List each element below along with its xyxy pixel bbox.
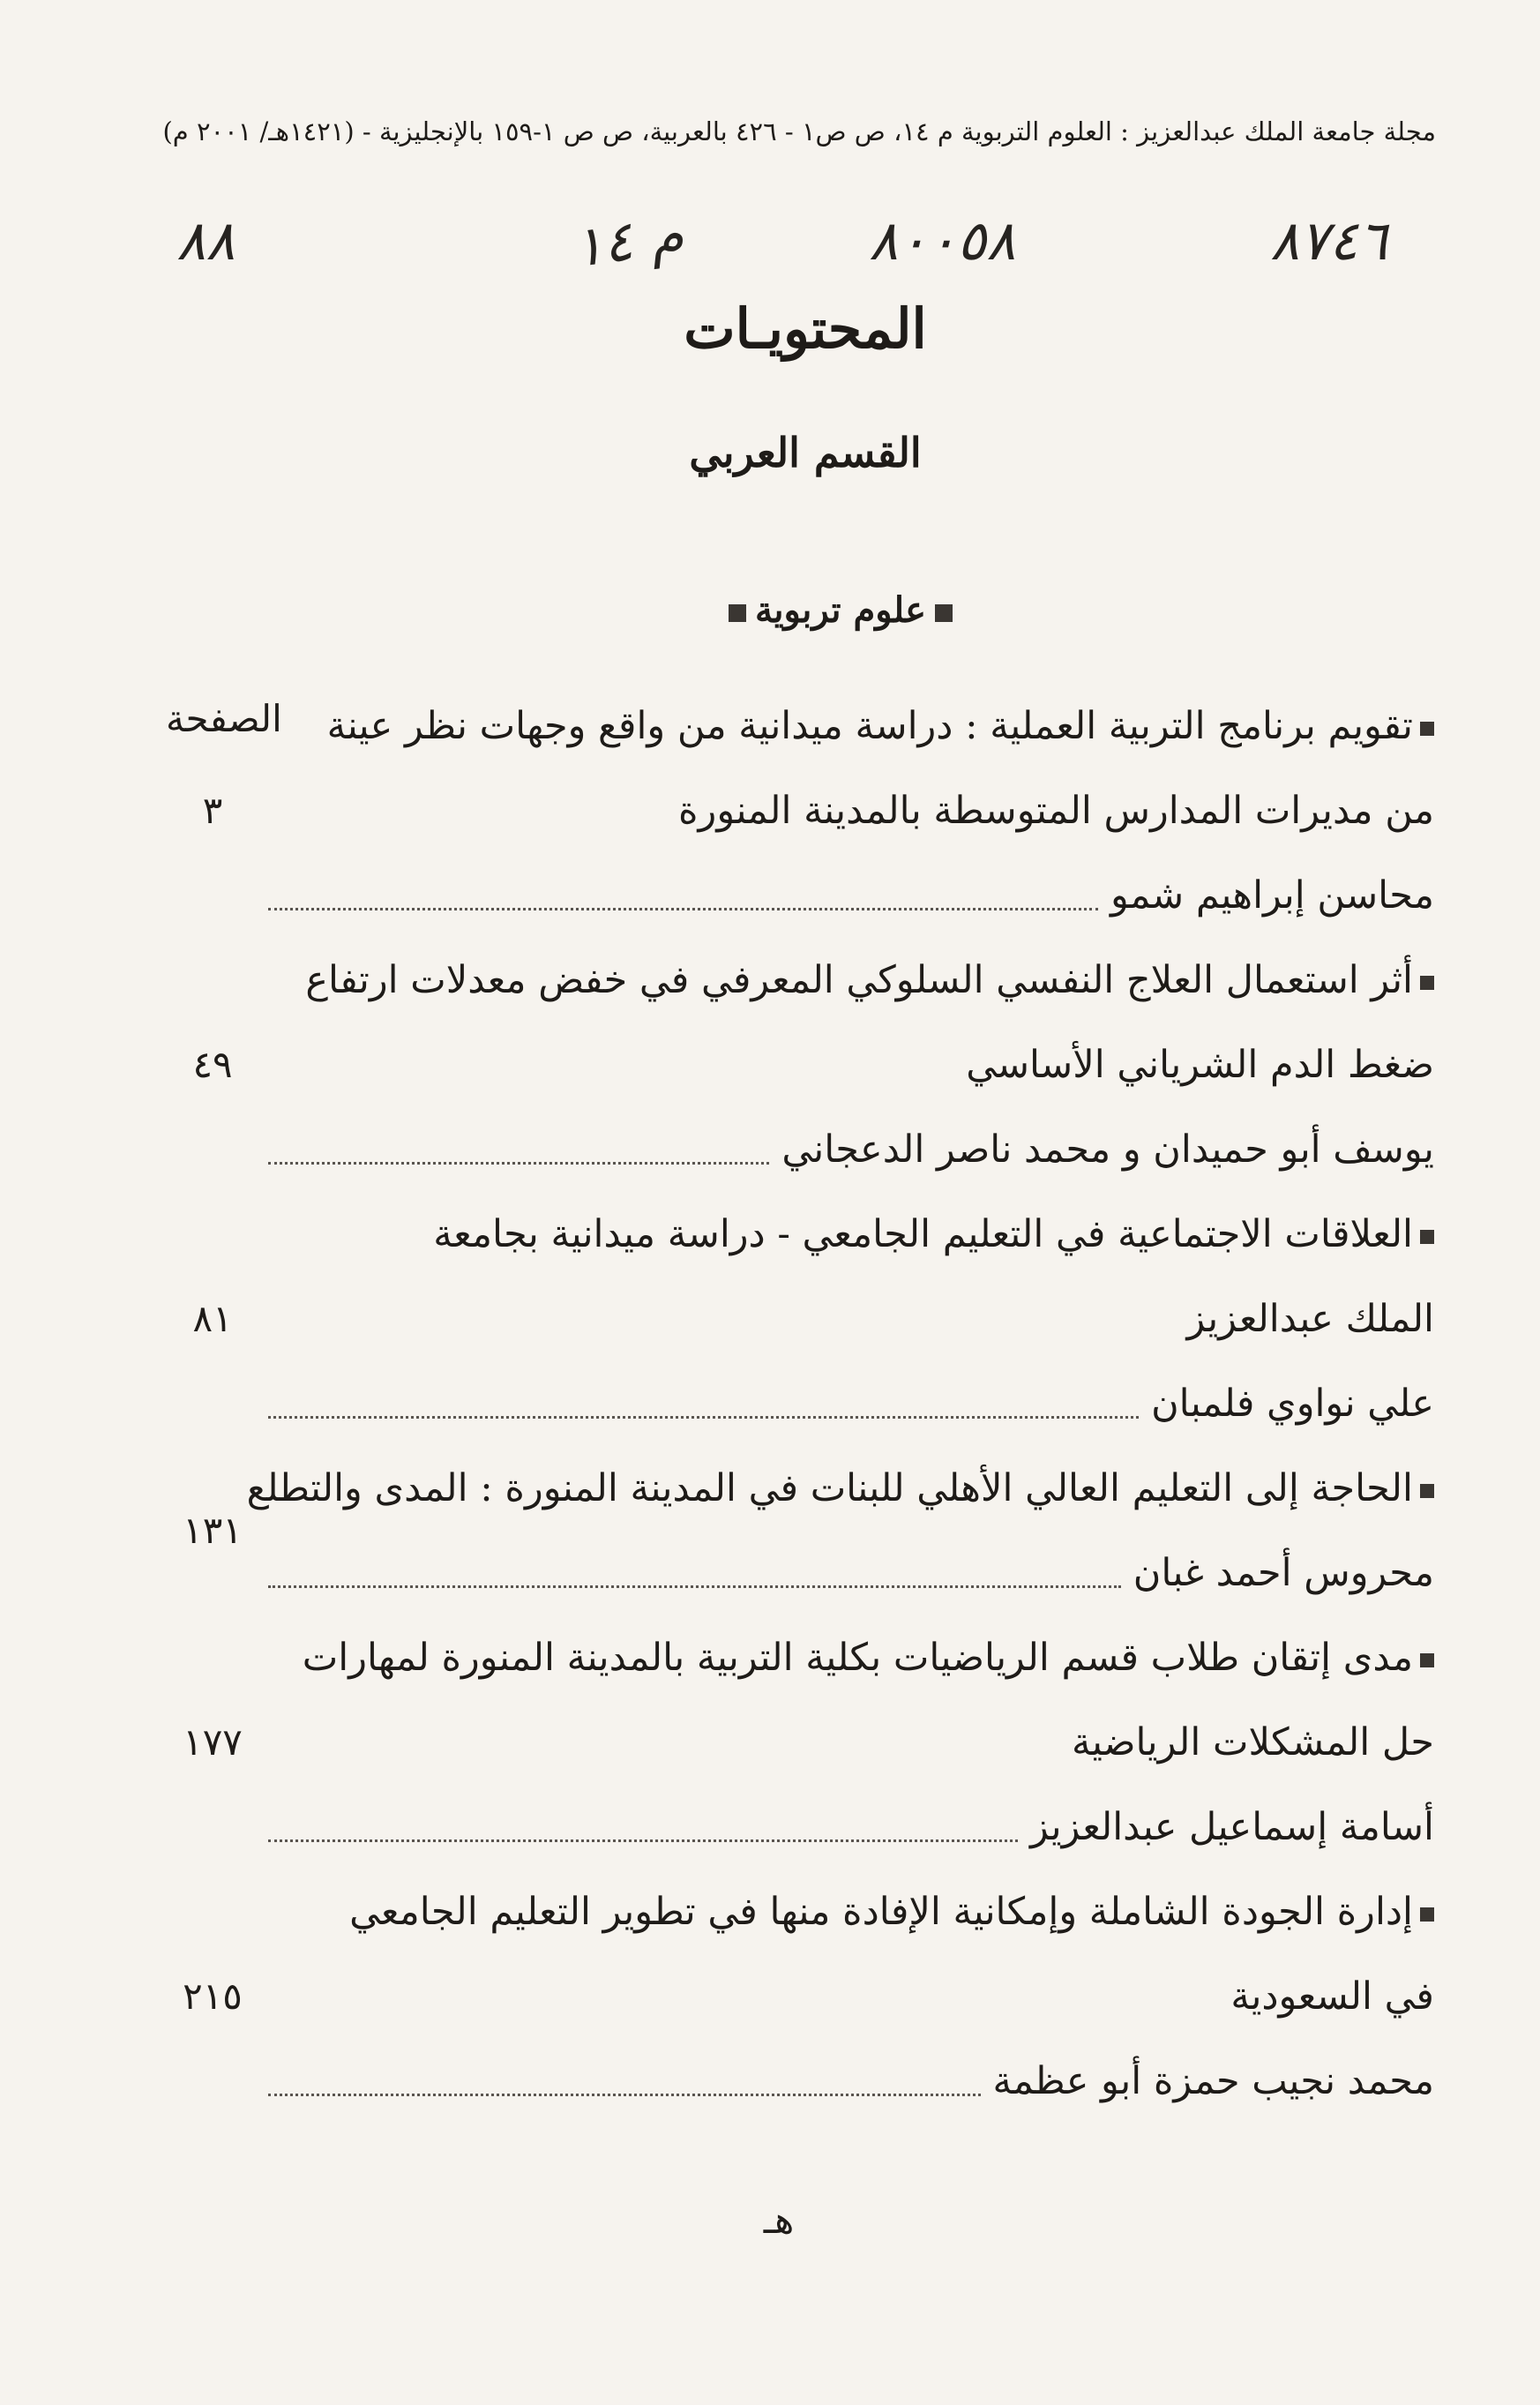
square-bullet-icon (1420, 1653, 1434, 1667)
entry-page-number: ٤٩ (192, 1043, 233, 1086)
square-bullet-icon (729, 604, 746, 622)
entry-title-line (155, 938, 1434, 1023)
entry-title-line (155, 1869, 1434, 1954)
contents-entry[interactable] (155, 938, 1434, 1192)
entry-title-line (155, 768, 1434, 853)
handwritten-volume: م ١٤ (569, 200, 688, 281)
entry-title-text: من مديرات المدارس المتوسطة بالمدينة المنورة (678, 789, 1434, 833)
entry-title-line (155, 684, 1434, 768)
entry-title-text: في السعودية (1230, 1974, 1434, 2019)
dotted-leader (268, 2094, 981, 2096)
square-bullet-icon (1420, 976, 1434, 990)
entry-title-text: تقويم برنامج التربية العملية : دراسة ميدانية من واقع وجهات نظر عينة (326, 704, 1413, 748)
dotted-leader (268, 908, 1098, 910)
square-bullet-icon (1420, 1907, 1434, 1922)
entry-title-text: ضغط الدم الشرياني الأساسي (966, 1043, 1434, 1087)
handwritten-number: ٨٠٠٥٨ (869, 208, 1016, 273)
entry-author: محمد نجيب حمزة أبو عظمة (992, 2059, 1434, 2103)
entry-title-line (155, 1700, 1434, 1785)
contents-entry[interactable] (155, 1446, 1434, 1615)
entry-author: محروس أحمد غبان (1133, 1551, 1434, 1595)
page-column-label: الصفحة (166, 697, 282, 740)
page-title: المحتويـات (684, 296, 927, 361)
handwritten-number: ٨٨ (176, 208, 235, 273)
entry-title-line (155, 1615, 1434, 1700)
contents-entry[interactable] (155, 1615, 1434, 1869)
entry-title-text: العلاقات الاجتماعية في التعليم الجامعي - دراسة ميدانية بجامعة (433, 1212, 1413, 1256)
entry-author-row (155, 1509, 1434, 1615)
entry-title-text: مدى إتقان طلاب قسم الرياضيات بكلية التربية بالمدينة المنورة لمهارات (302, 1636, 1413, 1680)
contents-entry[interactable] (155, 1192, 1434, 1446)
square-bullet-icon (1420, 1230, 1434, 1244)
entry-page-number: ١٧٧ (183, 1720, 243, 1764)
journal-citation: مجلة جامعة الملك عبدالعزيز : العلوم التربوية م ١٤، ص ص١ - ٤٢٦ بالعربية، ص ص ١-١٥٩ بالإنجليزية - (١٤٢١هـ/ ٢٠٠١ م) (162, 116, 1436, 146)
entry-title-line (155, 1023, 1434, 1107)
dotted-leader (268, 1416, 1139, 1419)
dotted-leader (268, 1585, 1121, 1588)
section-title: القسم العربي (689, 429, 922, 476)
entry-page-number: ٨١ (192, 1297, 233, 1340)
entry-title-line (155, 1192, 1434, 1277)
entry-author: علي نواوي فلمبان (1151, 1382, 1434, 1426)
entry-title-line (155, 1277, 1434, 1361)
square-bullet-icon (1420, 1484, 1434, 1498)
page-footer-mark: هـ (763, 2199, 795, 2242)
entry-page-number: ٣ (202, 789, 223, 832)
handwritten-number: ٨٧٤٦ (1270, 208, 1388, 273)
category-heading (0, 589, 1540, 631)
entry-title-text: حل المشكلات الرياضية (1071, 1720, 1434, 1764)
entry-title-text: الحاجة إلى التعليم العالي الأهلي للبنات في المدينة المنورة : المدى والتطلع (246, 1466, 1413, 1510)
dotted-leader (268, 1162, 769, 1165)
entry-title-line (155, 1954, 1434, 2039)
entry-page-number: ١٣١ (183, 1509, 243, 1552)
entry-author: أسامة إسماعيل عبدالعزيز (1029, 1805, 1434, 1849)
entry-title-line (155, 1446, 1434, 1531)
square-bullet-icon (1420, 722, 1434, 736)
entry-page-number: ٢١٥ (183, 1974, 243, 2018)
entry-title-text: إدارة الجودة الشاملة وإمكانية الإفادة منها في تطوير التعليم الجامعي (349, 1890, 1413, 1934)
dotted-leader (268, 1839, 1018, 1842)
contents-list (155, 684, 1434, 2124)
square-bullet-icon (935, 604, 953, 622)
entry-author: محاسن إبراهيم شمو (1110, 873, 1434, 918)
entry-author: يوسف أبو حميدان و محمد ناصر الدعجاني (781, 1128, 1434, 1172)
entry-title-text: أثر استعمال العلاج النفسي السلوكي المعرفي في خفض معدلات ارتفاع (305, 958, 1413, 1002)
contents-entry[interactable] (155, 684, 1434, 938)
category-label: علوم تربوية (754, 589, 927, 631)
entry-title-text: الملك عبدالعزيز (1186, 1297, 1434, 1341)
contents-entry[interactable] (155, 1869, 1434, 2124)
